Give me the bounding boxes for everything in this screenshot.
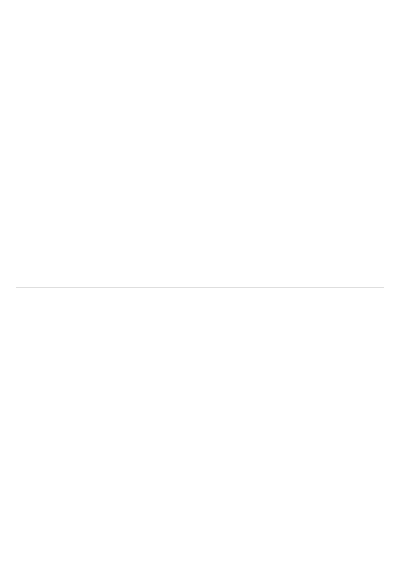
column-divider bbox=[16, 287, 384, 288]
upper-text-column bbox=[16, 16, 384, 278]
lower-text-column bbox=[16, 296, 384, 560]
